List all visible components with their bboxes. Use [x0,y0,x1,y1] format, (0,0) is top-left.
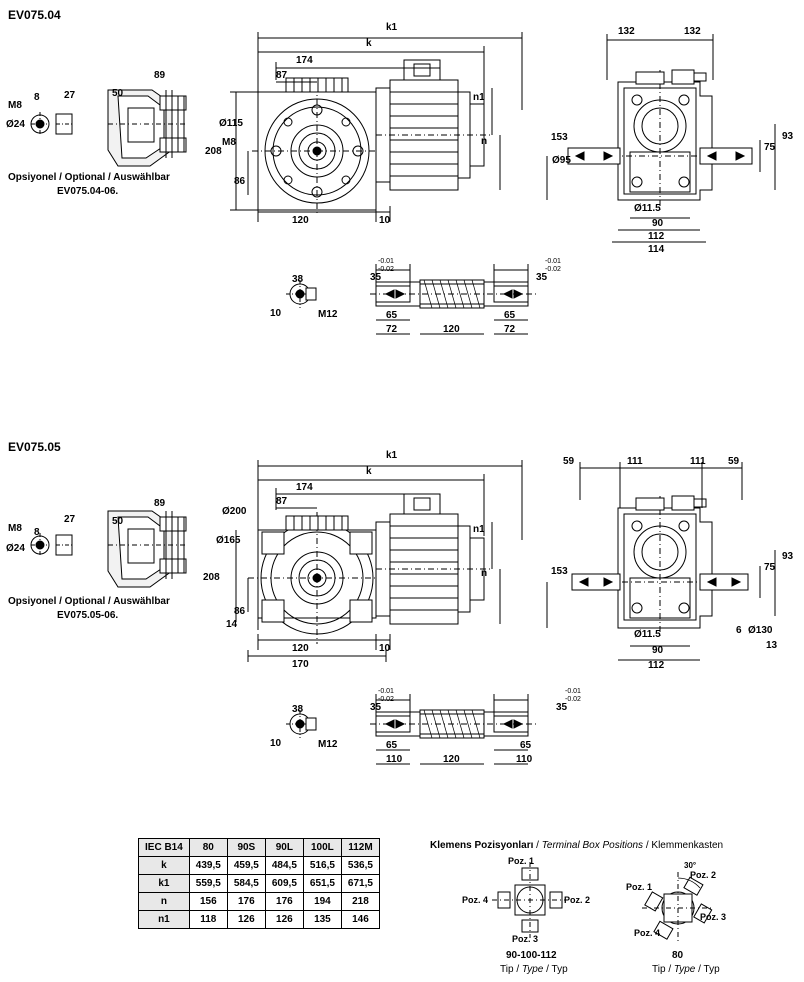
dim-153-s1: 153 [551,132,568,143]
dim-n1-s2: n1 [473,524,485,535]
left-caption-sep1: / [516,964,522,975]
col-header-3: 90L [265,839,303,857]
cell-n1-90l: 126 [265,911,303,929]
dim-72b-s1: 72 [504,324,516,335]
terminal-heading-sep-1: / [536,840,542,851]
dim-10-s2: 10 [379,643,391,654]
dim-dia95-s1: Ø95 [552,155,571,166]
optional-note-s1: Opsiyonel / Optional / Auswählbar [8,172,170,183]
cell-k1-90l: 609,5 [265,875,303,893]
left-caption-type-en: Type [521,964,544,975]
dim-10b-s2: 10 [270,738,282,749]
dim-89-s2: 89 [154,498,166,509]
dim-93-s2: 93 [782,551,794,562]
cell-k1-100l: 651,5 [303,875,341,893]
right-pos1-label: Poz. 1 [626,882,653,892]
dim-87-s2: 87 [276,496,288,507]
dim-13-s2: 13 [766,640,778,651]
dim-132a-s1: 132 [618,26,635,37]
dim-k-s2: k [366,466,372,477]
cell-k1-90s: 584,5 [227,875,265,893]
dim-65a-s1: 65 [386,310,398,321]
table-row [139,857,380,875]
dim-m8-left-s1: M8 [8,100,22,111]
dim-35b-s2: 35 [556,702,568,713]
left-pos1-label: Poz. 1 [508,856,535,866]
dim-m8-left-s2: M8 [8,523,22,534]
dim-dia165-s2: Ø165 [216,535,241,546]
left-caption-typ-de: Typ [551,964,568,975]
row-label-n1: n1 [139,911,190,929]
left-caption-model: 90-100-112 [506,950,557,961]
left-caption-sep2: / [546,964,552,975]
spec-table [138,838,380,929]
dim-35a-s1: 35 [370,272,382,283]
cell-n1-80: 118 [189,911,227,929]
dim-35a-s2: 35 [370,702,382,713]
cell-n-80: 156 [189,893,227,911]
dim-27-s1: 27 [64,90,76,101]
col-header-0: IEC B14 [139,839,190,857]
dim-120-s2: 120 [292,643,309,654]
dim-112-s2: 112 [648,660,665,671]
dim-50-s2: 50 [112,516,124,527]
cell-n1-112m: 146 [341,911,379,929]
dim-m12-s2: M12 [318,739,338,750]
dim-59b-s2: 59 [728,456,740,467]
dim-8-s1: 8 [34,92,40,103]
left-pos3-label: Poz. 3 [512,934,539,944]
tol2-s2: -0.02 [378,696,394,703]
row-label-k1: k1 [139,875,190,893]
dim-k-s1: k [366,38,372,49]
dim-120b-s1: 120 [443,324,460,335]
optional-model-s2: EV075.05-06. [57,610,119,621]
right-caption-sep2: / [698,964,704,975]
right-pos4-label: Poz. 4 [634,928,661,938]
terminal-heading-en: Terminal Box Positions [541,840,644,851]
cell-n-100l: 194 [303,893,341,911]
table-row [139,911,380,929]
col-header-4: 100L [303,839,341,857]
dim-38-s1: 38 [292,274,304,285]
tol1b-s2: -0.01 [565,688,581,695]
dim-120b-s2: 120 [443,754,460,765]
terminal-heading-de: Klemmenkasten [651,840,724,851]
dim-35b-s1: 35 [536,272,548,283]
dim-114-s1: 114 [648,244,665,255]
dim-dia115-s1: Ø115 [219,118,243,129]
tol1-s2: -0.01 [378,688,394,695]
dim-208-s1: 208 [205,146,222,157]
dim-14-s2: 14 [226,619,238,630]
terminal-heading-tr: Klemens Pozisyonları [430,840,534,851]
terminal-heading-sep-2: / [645,840,652,851]
dim-112-s1: 112 [648,231,665,242]
dim-93-s1: 93 [782,131,794,142]
dim-dia130-s2: Ø130 [748,625,773,636]
tol2b-s1: -0.02 [545,266,561,273]
col-header-5: 112M [341,839,379,857]
cell-n-90l: 176 [265,893,303,911]
right-caption-type-en: Type [673,964,696,975]
tol1-s1: -0.01 [378,258,394,265]
dim-132b-s1: 132 [684,26,701,37]
dim-174-s2: 174 [296,482,313,493]
cell-n-112m: 218 [341,893,379,911]
tol1b-s1: -0.01 [545,258,561,265]
cell-k-100l: 516,5 [303,857,341,875]
cell-k-112m: 536,5 [341,857,379,875]
dim-111b-s2: 111 [690,456,706,467]
dim-dia24-s2: Ø24 [6,543,25,554]
dim-dia24-s1: Ø24 [6,119,25,130]
cell-n1-90s: 126 [227,911,265,929]
right-angle-label: 30° [684,861,697,870]
tol2b-s2: -0.02 [565,696,581,703]
right-caption-typ-de: Typ [703,964,720,975]
dim-dia11_5-s1: Ø11.5 [634,203,661,214]
cell-n1-100l: 135 [303,911,341,929]
dim-dia200-s2: Ø200 [222,506,247,517]
left-caption-tip: Tip [500,964,514,975]
table-row [139,893,380,911]
optional-note-s2: Opsiyonel / Optional / Auswählbar [8,596,170,607]
right-pos2-label: Poz. 2 [690,870,717,880]
right-caption-type [652,964,720,975]
dim-86-s2: 86 [234,606,246,617]
dim-89-s1: 89 [154,70,166,81]
dim-k1-s2: k1 [386,450,398,461]
left-pos2-label: Poz. 2 [564,895,591,905]
right-caption-model: 80 [672,950,684,961]
dim-38-s2: 38 [292,704,304,715]
dim-10b-s1: 10 [270,308,282,319]
left-pos4-label: Poz. 4 [462,895,489,905]
dim-110b-s2: 110 [516,754,533,765]
left-caption-type [500,964,568,975]
table-row [139,875,380,893]
section-title-2: EV075.05 [8,440,61,454]
dim-111a-s2: 111 [627,456,643,467]
right-caption-tip: Tip [652,964,666,975]
tol2-s1: -0.02 [378,266,394,273]
dim-n-s2: n [481,568,488,579]
dim-k1-s1: k1 [386,22,398,33]
cell-k-90l: 484,5 [265,857,303,875]
col-header-1: 80 [189,839,227,857]
dim-153-s2: 153 [551,566,568,577]
dim-87-s1: 87 [276,70,288,81]
dim-6-s2: 6 [736,625,742,636]
dim-75-s2: 75 [764,562,776,573]
dim-27-s2: 27 [64,514,76,525]
dim-65b-s2: 65 [520,740,532,751]
cell-k1-112m: 671,5 [341,875,379,893]
dim-86-s1: 86 [234,176,246,187]
dim-170-s2: 170 [292,659,309,670]
row-label-k: k [139,857,190,875]
dim-75-s1: 75 [764,142,776,153]
dim-n-s1: n [481,136,488,147]
dim-59a-s2: 59 [563,456,575,467]
right-caption-sep1: / [668,964,674,975]
dim-50-s1: 50 [112,88,124,99]
dim-n1-s1: n1 [473,92,485,103]
dim-110a-s2: 110 [386,754,403,765]
dim-65b-s1: 65 [504,310,516,321]
cell-k-80: 439,5 [189,857,227,875]
dim-208-s2: 208 [203,572,220,583]
dim-m8-s1: M8 [222,137,236,148]
dim-m12-s1: M12 [318,309,338,320]
section-title-1: EV075.04 [8,8,61,22]
table-header-row [139,839,380,857]
cell-n-90s: 176 [227,893,265,911]
right-pos3-label: Poz. 3 [700,912,727,922]
dim-65a-s2: 65 [386,740,398,751]
cell-k1-80: 559,5 [189,875,227,893]
dim-8-s2: 8 [34,527,40,538]
terminal-heading [430,840,723,851]
dim-dia11_5-s2: Ø11.5 [634,629,661,640]
row-label-n: n [139,893,190,911]
dim-10-s1: 10 [379,215,391,226]
dim-90-s2: 90 [652,645,664,656]
dim-174-s1: 174 [296,55,313,66]
dim-90-s1: 90 [652,218,664,229]
optional-model-s1: EV075.04-06. [57,186,119,197]
cell-k-90s: 459,5 [227,857,265,875]
col-header-2: 90S [227,839,265,857]
dim-72a-s1: 72 [386,324,398,335]
dim-120-s1: 120 [292,215,309,226]
